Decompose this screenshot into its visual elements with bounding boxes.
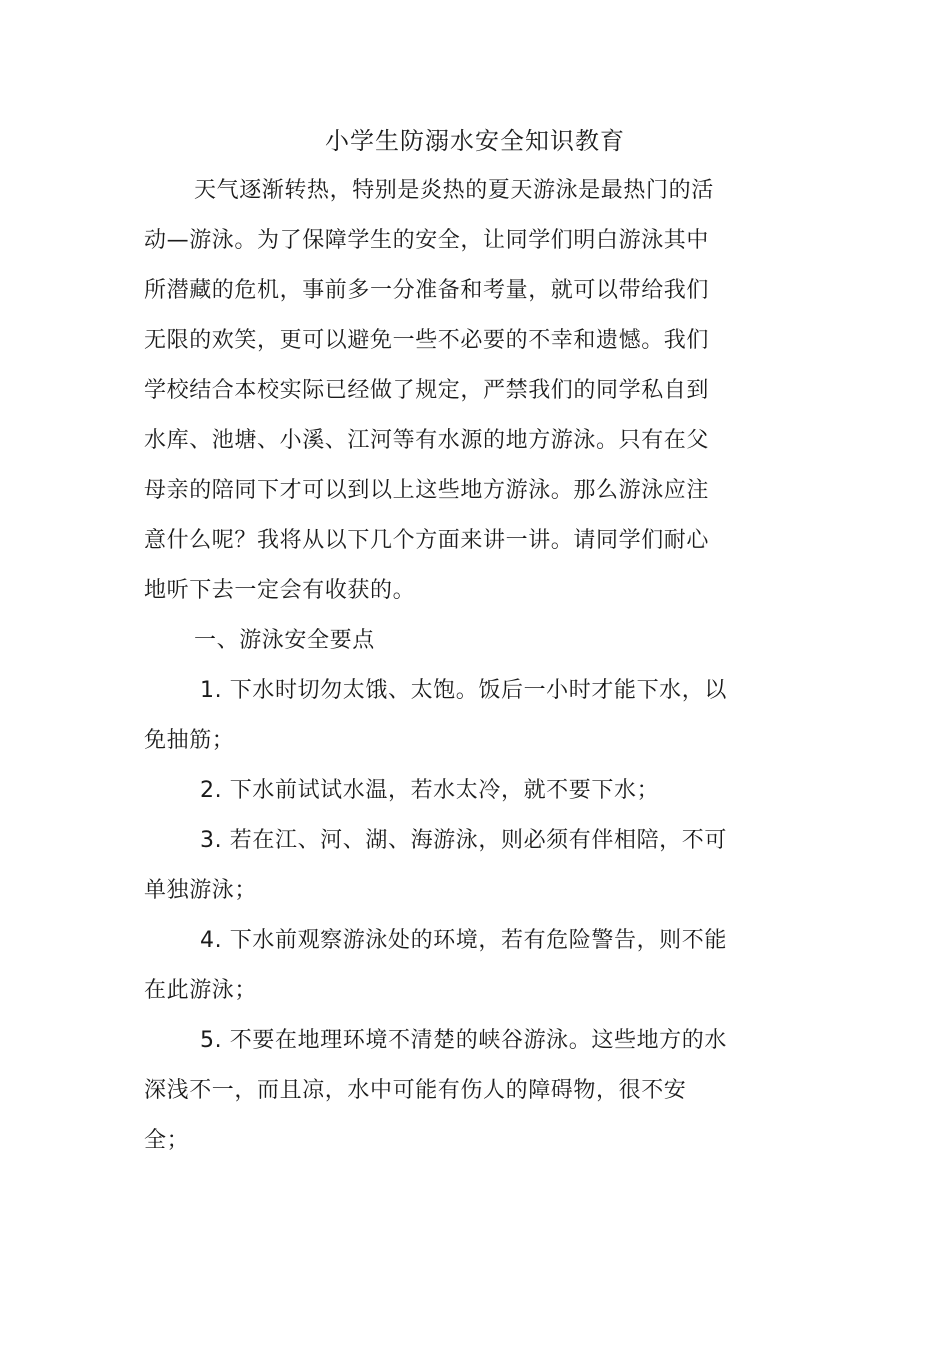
list-item-line: 深浅不一，而且凉，水中可能有伤人的障碍物，很不安 <box>144 1078 687 1103</box>
list-item-line: 全； <box>144 1128 190 1153</box>
list-item-line: 在此游泳； <box>144 978 258 1003</box>
paragraph-line: 动—游泳。为了保障学生的安全，让同学们明白游泳其中 <box>144 228 710 253</box>
paragraph-line: 地听下去一定会有收获的。 <box>144 578 416 603</box>
list-item-line: 单独游泳； <box>144 878 258 903</box>
paragraph-line: 所潜藏的危机，事前多一分准备和考量，就可以带给我们 <box>144 278 710 303</box>
list-item-line: 5. 不要在地理环境不清楚的峡谷游泳。这些地方的水 <box>200 1028 727 1053</box>
paragraph-line: 母亲的陪同下才可以到以上这些地方游泳。那么游泳应注 <box>144 478 710 503</box>
list-item-line: 2. 下水前试试水温，若水太冷，就不要下水； <box>200 778 660 803</box>
paragraph-line: 无限的欢笑，更可以避免一些不必要的不幸和遗憾。我们 <box>144 328 710 353</box>
paragraph-line: 水库、池塘、小溪、江河等有水源的地方游泳。只有在父 <box>144 428 710 453</box>
list-item-line: 4. 下水前观察游泳处的环境，若有危险警告，则不能 <box>200 928 727 953</box>
list-item-line: 免抽筋； <box>144 728 235 753</box>
paragraph-line: 学校结合本校实际已经做了规定，严禁我们的同学私自到 <box>144 378 710 403</box>
list-item-line: 3. 若在江、河、湖、海游泳，则必须有伴相陪，不可 <box>200 828 727 853</box>
document-title: 小学生防溺水安全知识教育 <box>325 127 625 155</box>
paragraph-line: 天气逐渐转热，特别是炎热的夏天游泳是最热门的活 <box>194 178 714 203</box>
paragraph-line: 意什么呢？我将从以下几个方面来讲一讲。请同学们耐心 <box>144 528 710 553</box>
section-heading: 一、游泳安全要点 <box>194 628 375 653</box>
list-item-line: 1. 下水时切勿太饿、太饱。饭后一小时才能下水，以 <box>200 678 727 703</box>
